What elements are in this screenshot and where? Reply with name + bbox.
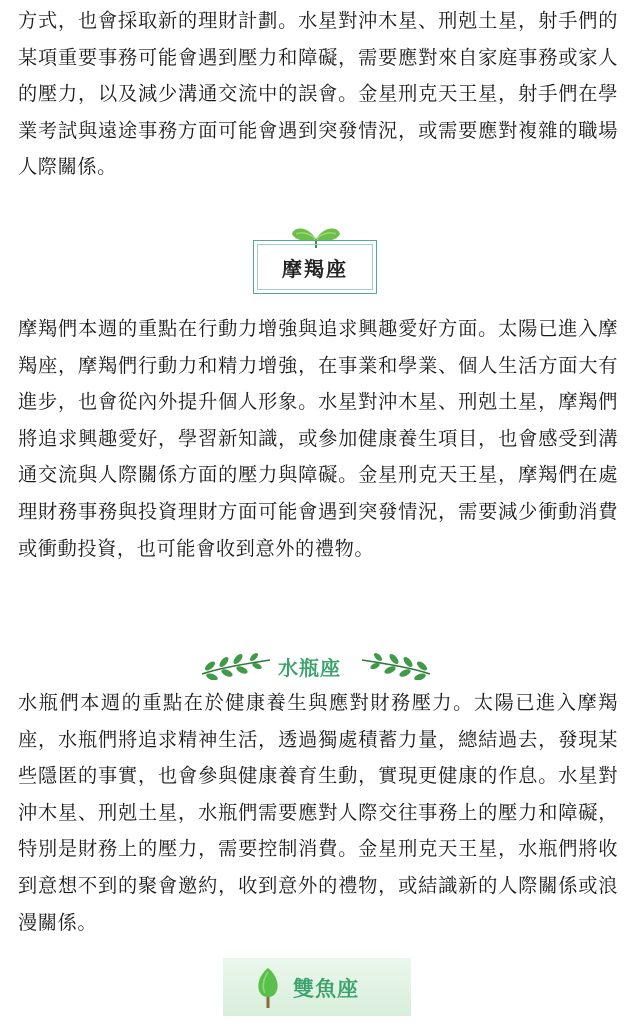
capricorn-heading-box (253, 240, 377, 294)
leaf-branch-icon (360, 652, 432, 680)
pisces-heading-box (223, 958, 411, 1016)
sagittarius-paragraph: 方式，也會採取新的理財計劃。水星對沖木星、刑剋土星，射手們的某項重要事務可能會遇到壓力和障礙，需要應對來自家庭事務或家人的壓力，以及減少溝通交流中的誤會。金星刑克天王星，射手們在學業考試與遠途事務方面可能會遇到突發情況，或需要應對複雜的職場人際關係。 (18, 9, 618, 179)
leaf-branch-icon (200, 652, 272, 680)
capricorn-paragraph: 摩羯們本週的重點在行動力增強與追求興趣愛好方面。太陽已進入摩羯座，摩羯們行動力和精力增強，在事業和學業、個人生活方面大有進步，也會從內外提升個人形象。水星對沖木星、刑剋土星，摩羯們將追求興趣愛好，學習新知識，或參加健康養生項目，也會感受到溝通交流與人際關係方面的壓力與障礙。金星刑克天王星，摩羯們在處理財務事務與投資理財方面可能會遇到突發情況，需要減少衝動消費或衝動投資，也可能會收到意外的禮物。 (18, 317, 618, 560)
pisces-heading: 雙魚座 (293, 977, 359, 1001)
aquarius-heading-block (200, 646, 432, 686)
aquarius-paragraph: 水瓶們本週的重點在於健康養生與應對財務壓力。太陽已進入摩羯座，水瓶們將追求精神生活，透過獨處積蓄力量，總結過去，發現某些隱匿的事實，也會參與健康養育生動，實現更健康的作息。水星對沖木星、刑剋土星，水瓶們需要應對人際交往事務上的壓力和障礙，特別是財務上的壓力，需要控制消費。金星刑克天王星，水瓶們將收到意想不到的聚會邀約，收到意外的禮物，或結識新的人際關係或浪漫關係。 (18, 691, 618, 934)
tree-icon (253, 966, 283, 1010)
capricorn-heading: 摩羯座 (282, 256, 348, 281)
aquarius-heading: 水瓶座 (278, 656, 341, 680)
